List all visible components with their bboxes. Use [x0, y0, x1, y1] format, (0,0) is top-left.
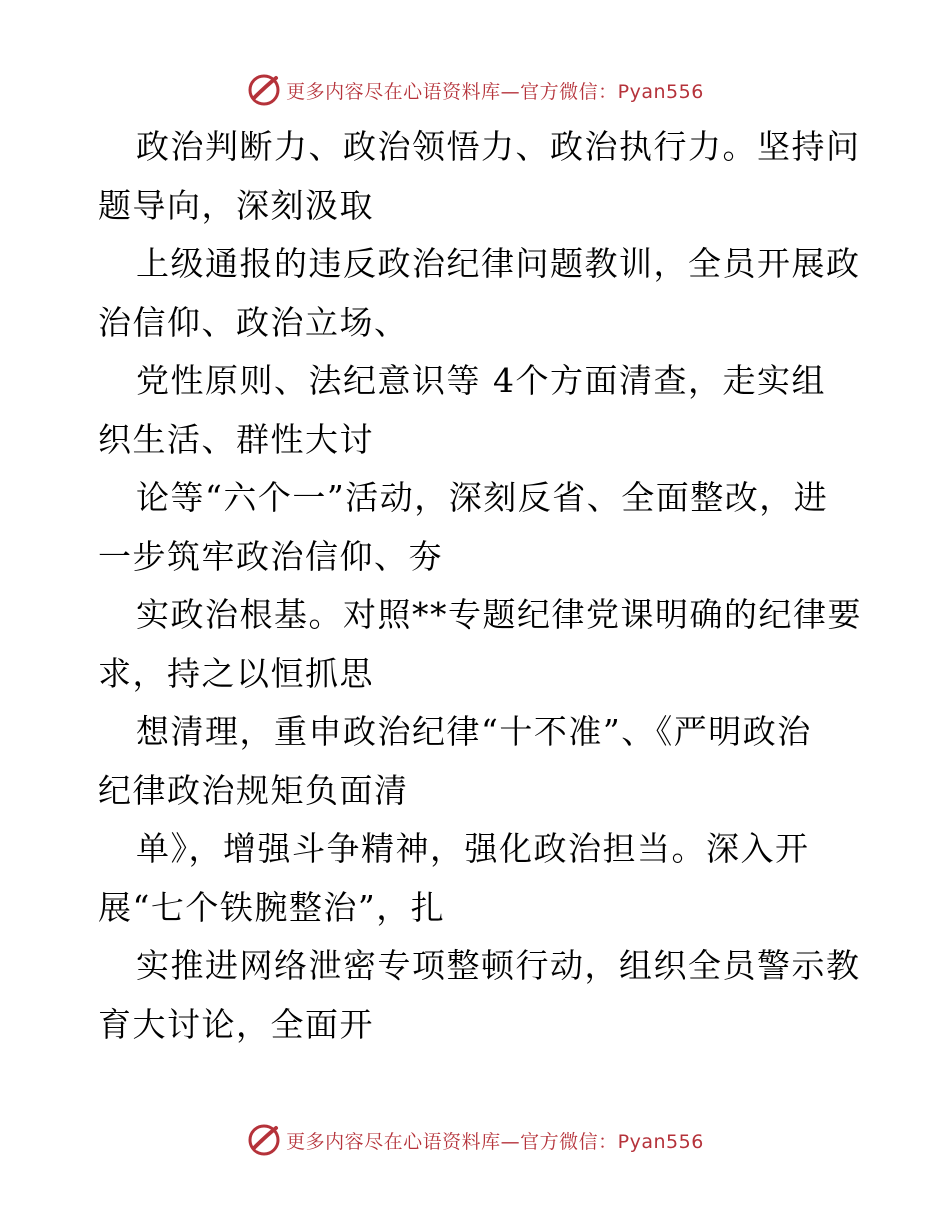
text-line: 实推进网络泄密专项整顿行动，组织全员警示教 — [136, 946, 861, 985]
text-line: 织生活、群性大讨 — [98, 419, 374, 459]
text-line: 论等“六个一”活动，深刻反省、全面整改，进 — [136, 478, 829, 517]
text-line: 单》，增强斗争精神，强化政治担当。深入开 — [136, 829, 810, 868]
text-line: 题导向，深刻汲取 — [98, 185, 374, 225]
header-watermark — [0, 70, 950, 110]
text-line: 政治判断力、政治领悟力、政治执行力。坚持问 — [136, 127, 861, 166]
text-line: 想清理，重申政治纪律“十不准”、《严明政治 — [136, 712, 812, 751]
header-watermark-text: 更多内容尽在心语资料库—官方微信：Pyan556 — [286, 80, 704, 103]
brush-pen-logo-icon — [246, 1122, 282, 1158]
text-line: 治信仰、政治立场、 — [98, 302, 409, 342]
footer-watermark — [0, 1120, 950, 1160]
text-line: 育大讨论，全面开 — [98, 1004, 374, 1044]
document-body — [98, 118, 862, 1054]
text-line: 实政治根基。对照**专题纪律党课明确的纪律要 — [136, 595, 862, 634]
footer-watermark-text: 更多内容尽在心语资料库—官方微信：Pyan556 — [286, 1130, 704, 1153]
text-line: 展“七个铁腕整治”，扎 — [98, 887, 446, 927]
text-line: 党性原则、法纪意识等 4个方面清查，走实组 — [136, 361, 826, 400]
text-line: 上级通报的违反政治纪律问题教训，全员开展政 — [136, 244, 861, 283]
text-line: 一步筑牢政治信仰、夯 — [98, 536, 443, 576]
text-line: 求，持之以恒抓思 — [98, 653, 374, 693]
brush-pen-logo-icon — [246, 72, 282, 108]
text-line: 纪律政治规矩负面清 — [98, 770, 409, 810]
